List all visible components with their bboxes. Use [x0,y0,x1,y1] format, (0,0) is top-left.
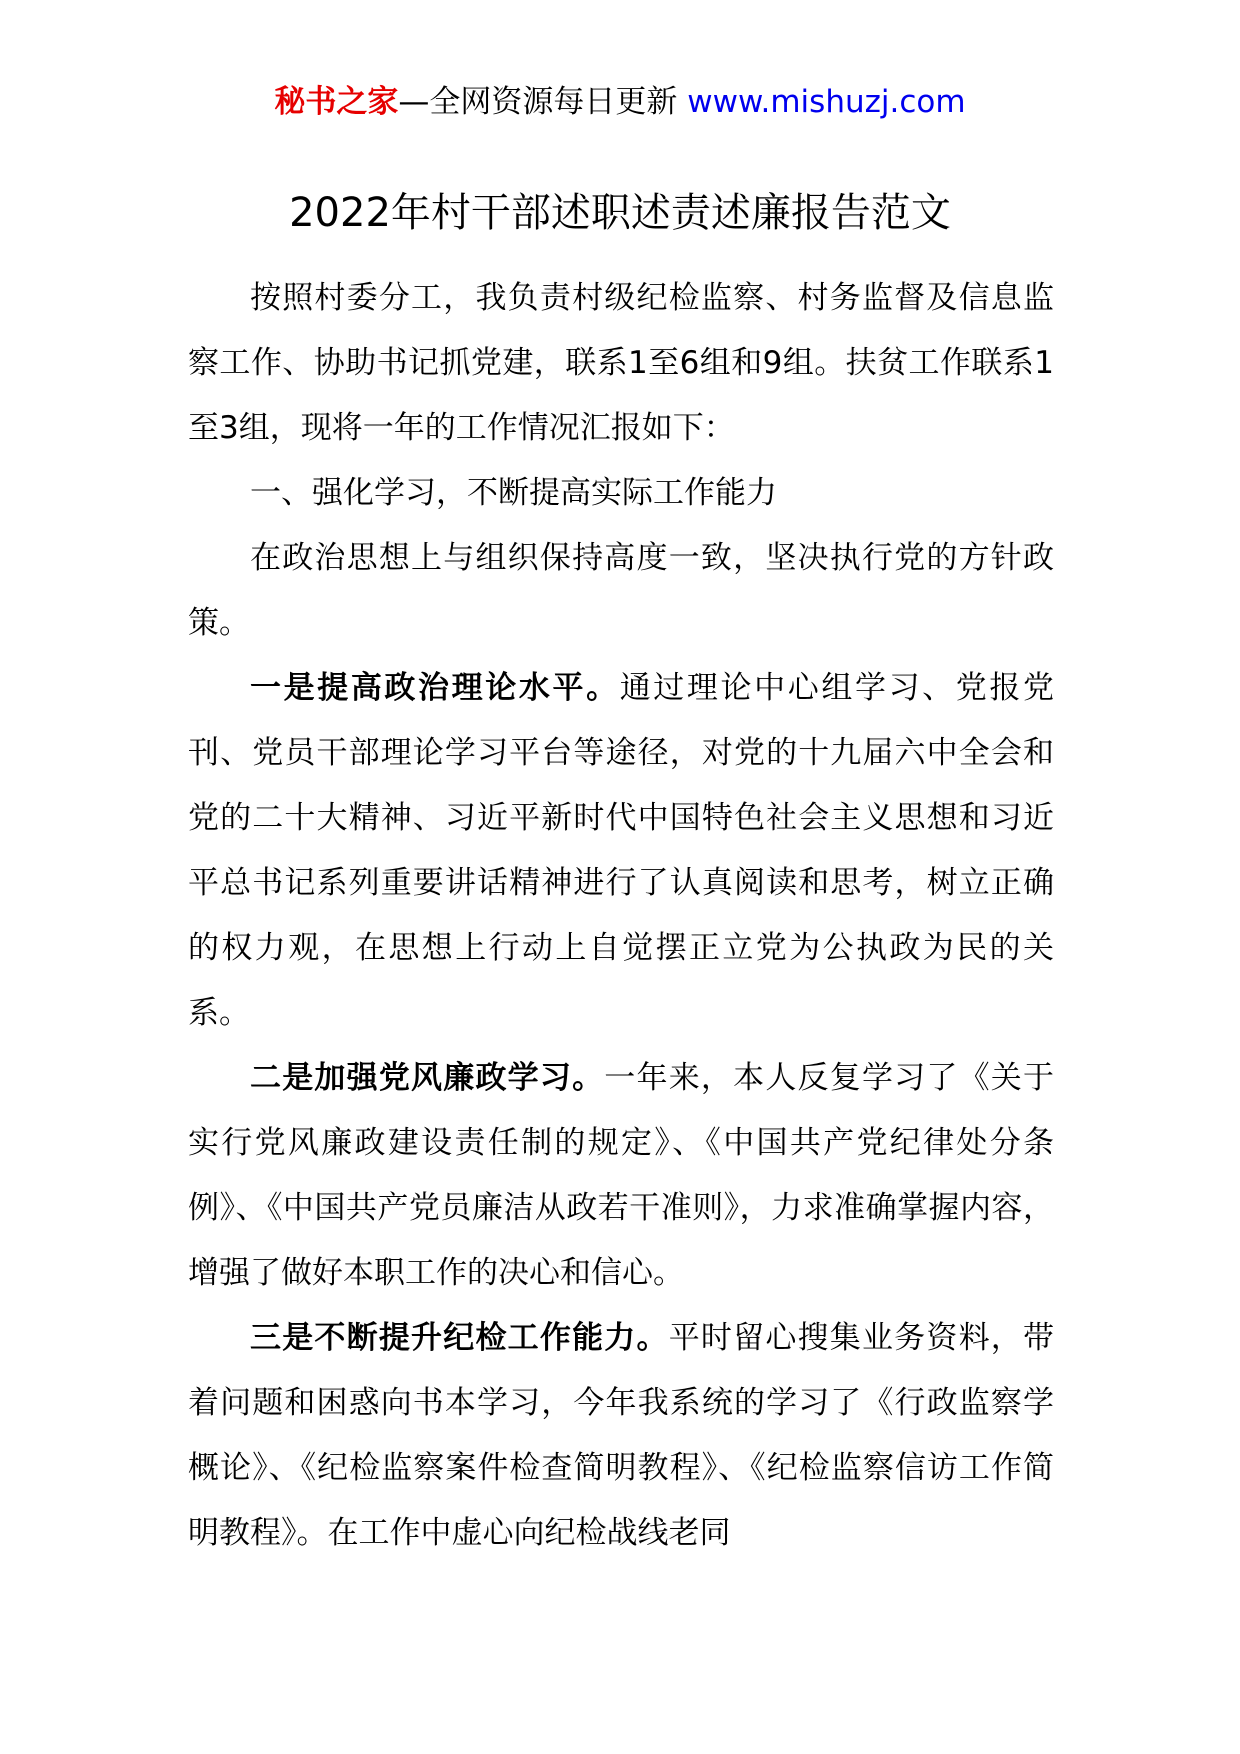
point-2-lead: 二是加强党风廉政学习。 [250,1060,605,1096]
paragraph-point-1 [188,656,1054,1046]
paragraph-point-3 [188,1306,1054,1566]
header-slogan: —全网资源每日更新 [398,84,688,120]
point-3-lead: 三是不断提升纪检工作能力。 [250,1320,669,1356]
document-title: 2022年村干部述职述责述廉报告范文 [289,190,951,236]
paragraph-political: 在政治思想上与组织保持高度一致，坚决执行党的方针政策。 [188,540,1054,641]
site-header [0,82,1240,122]
point-3-text: 平时留心搜集业务资料，带着问题和困惑向书本学习，今年我系统的学习了《行政监察学概论》、《纪检监察案件检查简明教程》、《纪检监察信访工作简明教程》。在工作中虚心向纪检战线老同 [188,1320,1055,1551]
point-2-text: 一年来，本人反复学习了《关于实行党风廉政建设责任制的规定》、《中国共产党纪律处分条例》、《中国共产党员廉洁从政若干准则》，力求准确掌握内容，增强了做好本职工作的决心和信心。 [188,1060,1055,1291]
paragraph-intro: 按照村委分工，我负责村级纪检监察、村务监督及信息监察工作、协助书记抓党建，联系1至6组和9组。扶贫工作联系1至3组，现将一年的工作情况汇报如下： [188,280,1054,446]
point-1-lead: 一是提高政治理论水平。 [250,670,620,706]
brand-name: 秘书之家 [274,84,399,120]
document-body [188,266,1054,1566]
site-url-link[interactable]: www.mishuzj.com [687,84,966,120]
section-heading-1: 一、强化学习，不断提高实际工作能力 [250,475,777,511]
point-1-text: 通过理论中心组学习、党报党刊、党员干部理论学习平台等途径，对党的十九届六中全会和党的二十大精神、习近平新时代中国特色社会主义思想和习近平总书记系列重要讲话精神进行了认真阅读和思考，树立正确的权力观，在思想上行动上自觉摆正立党为公执政为民的关系。 [188,670,1055,1031]
paragraph-point-2 [188,1046,1054,1306]
